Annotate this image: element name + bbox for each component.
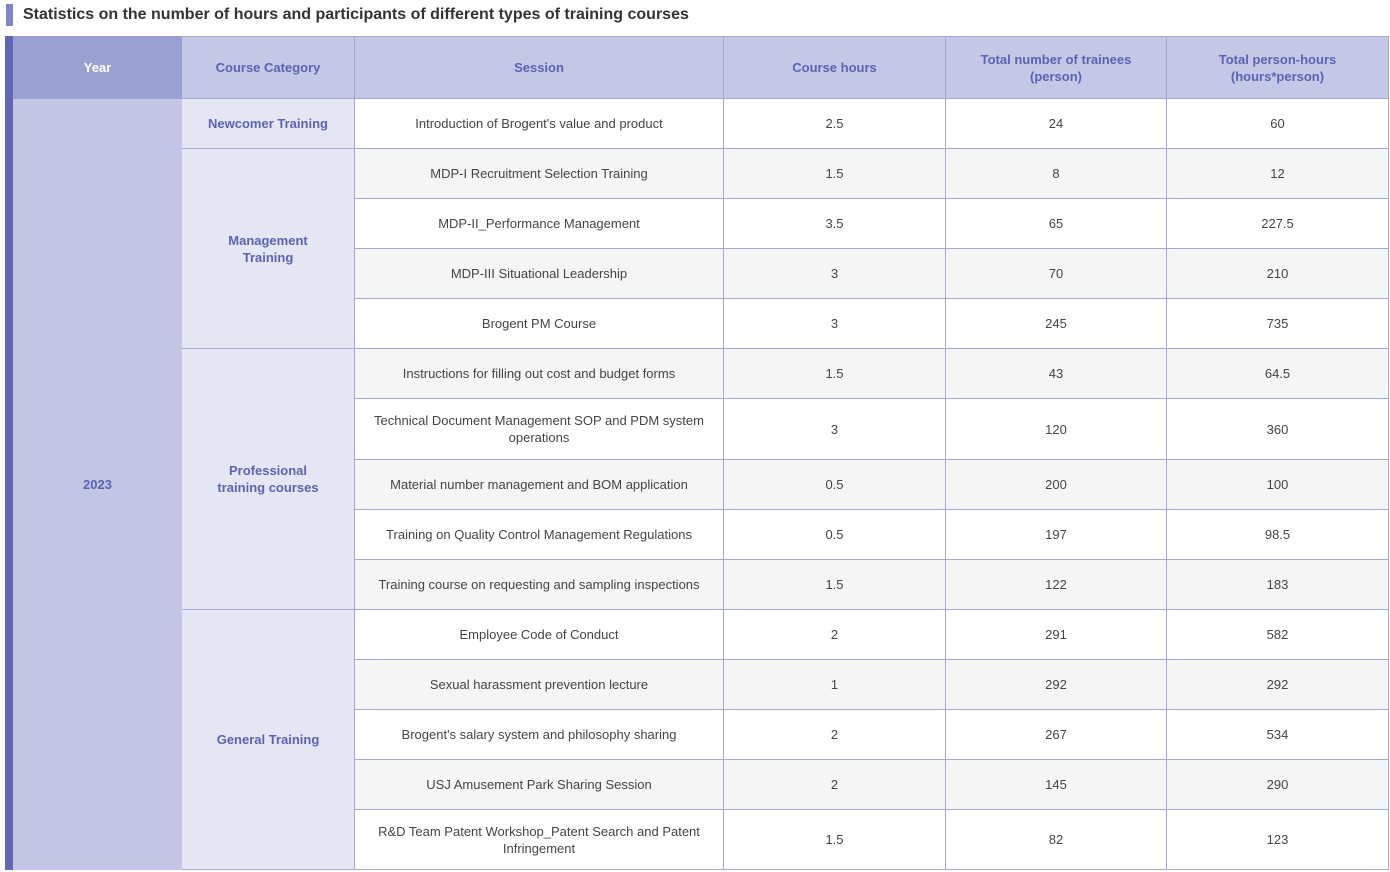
trainees-cell: 43 [946,349,1167,399]
title-accent-bar [6,4,13,26]
category-professional-line1: Professional [228,463,308,478]
trainees-cell: 122 [946,560,1167,610]
course-hours-cell: 1.5 [724,560,946,610]
session-cell: Training on Quality Control Management Regulations [355,510,724,560]
course-hours-cell: 3 [724,399,946,460]
session-cell: Training course on requesting and sampling inspections [355,560,724,610]
trainees-cell: 8 [946,149,1167,199]
category-professional-line2: training courses [217,480,319,495]
session-cell: Instructions for filling out cost and budget forms [355,349,724,399]
trainees-cell: 65 [946,199,1167,249]
table-row [14,149,1389,199]
course-hours-cell: 2 [724,760,946,810]
header-total-person-hours-line1: Total person-hours [1218,51,1337,67]
session-cell: Brogent's salary system and philosophy sharing [355,710,724,760]
table-row [14,349,1389,399]
trainees-cell: 70 [946,249,1167,299]
person-hours-cell: 64.5 [1167,349,1389,399]
session-cell: Technical Document Management SOP and PDM system operations [355,399,724,460]
person-hours-cell: 292 [1167,660,1389,710]
course-hours-cell: 1 [724,660,946,710]
person-hours-cell: 290 [1167,760,1389,810]
course-hours-cell: 1.5 [724,149,946,199]
person-hours-cell: 227.5 [1167,199,1389,249]
table-header-row [14,37,1389,99]
course-hours-cell: 2 [724,710,946,760]
person-hours-cell: 360 [1167,399,1389,460]
trainees-cell: 292 [946,660,1167,710]
course-hours-cell: 1.5 [724,349,946,399]
trainees-cell: 200 [946,460,1167,510]
trainees-cell: 120 [946,399,1167,460]
session-cell: MDP-III Situational Leadership [355,249,724,299]
page-title-bar [6,4,689,26]
trainees-cell: 267 [946,710,1167,760]
header-course-hours: Course hours [724,37,946,99]
person-hours-cell: 12 [1167,149,1389,199]
training-statistics-table [13,36,1389,870]
session-cell: R&D Team Patent Workshop_Patent Search and Patent Infringement [355,810,724,870]
category-cell-professional [182,349,355,610]
course-hours-cell: 0.5 [724,460,946,510]
session-cell: MDP-I Recruitment Selection Training [355,149,724,199]
trainees-cell: 245 [946,299,1167,349]
trainees-cell: 145 [946,760,1167,810]
training-statistics-table-container [5,36,1388,870]
table-accent-strip [5,36,13,870]
trainees-cell: 197 [946,510,1167,560]
session-cell: USJ Amusement Park Sharing Session [355,760,724,810]
session-cell: Sexual harassment prevention lecture [355,660,724,710]
header-session: Session [355,37,724,99]
header-course-category: Course Category [182,37,355,99]
person-hours-cell: 100 [1167,460,1389,510]
page-title: Statistics on the number of hours and participants of different types of training courses [23,6,689,23]
person-hours-cell: 735 [1167,299,1389,349]
table-row [14,99,1389,149]
category-management-line1: Management [228,232,308,248]
header-total-person-hours [1167,37,1389,99]
trainees-cell: 24 [946,99,1167,149]
header-year: Year [14,37,182,99]
person-hours-cell: 60 [1167,99,1389,149]
session-cell: Material number management and BOM application [355,460,724,510]
category-cell-newcomer: Newcomer Training [182,99,355,149]
category-cell-general: General Training [182,610,355,870]
session-cell: MDP-II_Performance Management [355,199,724,249]
header-total-trainees-line1: Total number of trainees [980,51,1132,67]
person-hours-cell: 98.5 [1167,510,1389,560]
person-hours-cell: 123 [1167,810,1389,870]
year-cell: 2023 [14,99,182,870]
session-cell: Introduction of Brogent's value and product [355,99,724,149]
course-hours-cell: 1.5 [724,810,946,870]
person-hours-cell: 534 [1167,710,1389,760]
course-hours-cell: 3 [724,299,946,349]
course-hours-cell: 2.5 [724,99,946,149]
session-cell: Employee Code of Conduct [355,610,724,660]
course-hours-cell: 0.5 [724,510,946,560]
course-hours-cell: 3.5 [724,199,946,249]
category-management-line2: Training [242,249,294,265]
course-hours-cell: 3 [724,249,946,299]
header-total-trainees [946,37,1167,99]
trainees-cell: 82 [946,810,1167,870]
header-total-trainees-line2: (person) [1030,68,1082,84]
session-cell: Brogent PM Course [355,299,724,349]
trainees-cell: 291 [946,610,1167,660]
header-total-person-hours-line2: (hours*person) [1230,68,1325,84]
person-hours-cell: 210 [1167,249,1389,299]
course-hours-cell: 2 [724,610,946,660]
category-cell-management [182,149,355,349]
table-row [14,610,1389,660]
person-hours-cell: 183 [1167,560,1389,610]
person-hours-cell: 582 [1167,610,1389,660]
